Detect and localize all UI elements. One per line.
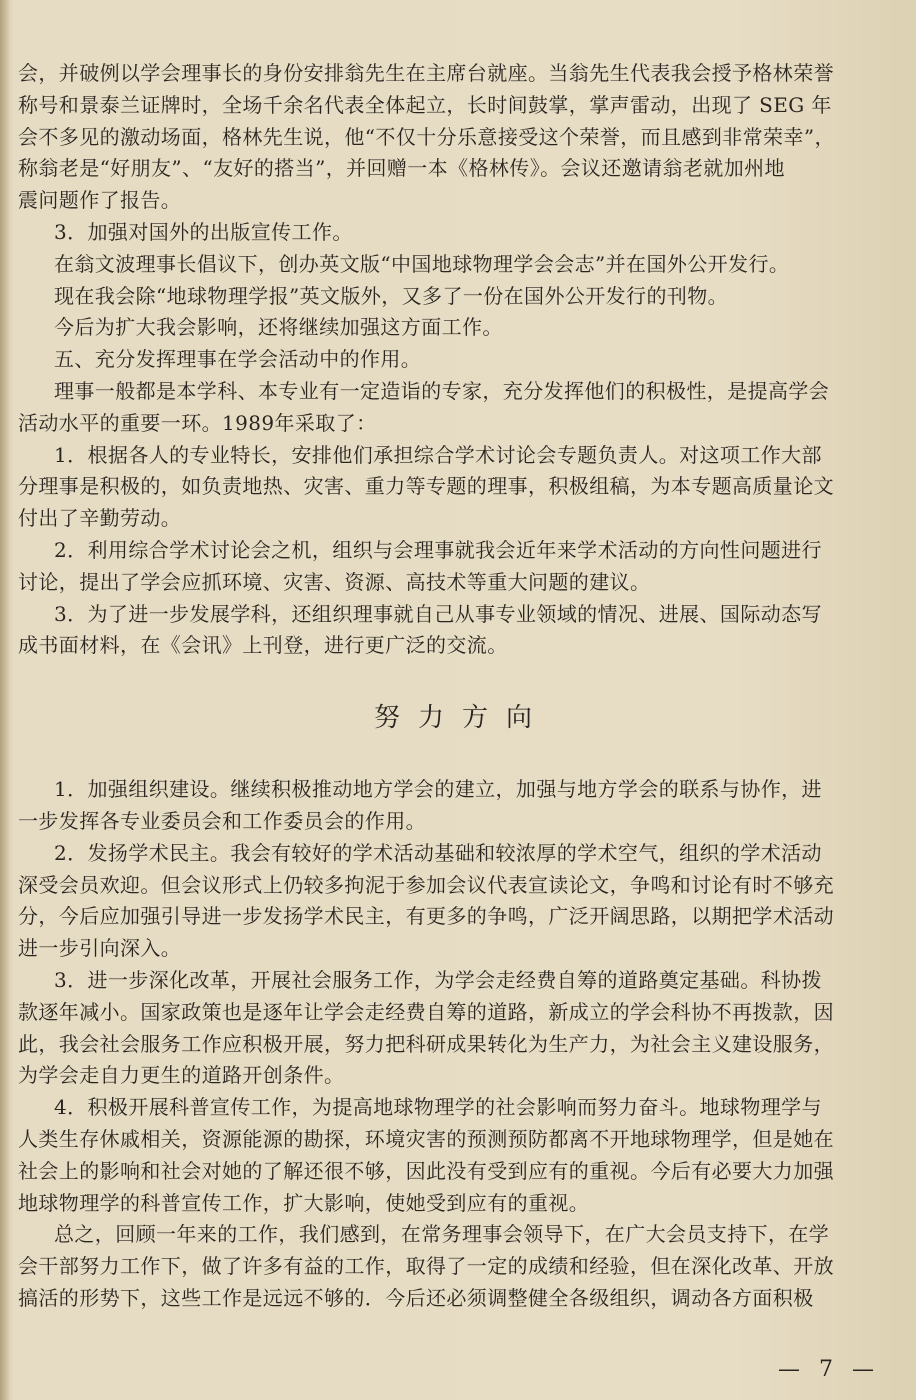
section-heading: 努力方向 [373, 703, 550, 734]
text-line: 此，我会社会服务工作应积极开展，努力把科研成果转化为生产力，为社会主义建设服务， [18, 1031, 834, 1056]
text-line: 进一步引向深入。 [18, 936, 182, 961]
text-line: 深受会员欢迎。但会议形式上仍较多拘泥于参加会议代表宣读论文，争鸣和讨论有时不够充 [18, 872, 834, 897]
body-text [18, 58, 896, 1315]
text-line: 2．发扬学术民主。我会有较好的学术活动基础和较浓厚的学术空气，组织的学术活动 [54, 840, 822, 865]
text-line: 成书面材料，在《会讯》上刊登，进行更广泛的交流。 [18, 633, 508, 658]
text-line: 一步发挥各专业委员会和工作委员会的作用。 [18, 808, 426, 833]
section-directions [18, 774, 896, 1315]
text-line: 搞活的形势下，这些工作是远远不够的．今后还必须调整健全各级组织，调动各方面积极 [18, 1285, 814, 1310]
page-fold-shadow [0, 0, 10, 1400]
text-line: 现在我会除“地球物理学报”英文版外，又多了一份在国外公开发行的刊物。 [54, 283, 729, 308]
text-line: 3．为了进一步发展学科，还组织理事就自己从事专业领域的情况、进展、国际动态写 [54, 601, 822, 626]
text-line: 理事一般都是本学科、本专业有一定造诣的专家，充分发挥他们的积极性，是提高学会 [54, 378, 830, 403]
text-line: 会不多见的激动场面，格林先生说，他“不仅十分乐意接受这个荣誉，而且感到非常荣幸”， [18, 124, 835, 149]
text-line: 在翁文波理事长倡议下，创办英文版“中国地球物理学会会志”并在国外公开发行。 [54, 251, 790, 276]
text-line: 五、充分发挥理事在学会活动中的作用。 [54, 347, 422, 372]
text-line: 会，并破例以学会理事长的身份安排翁先生在主席台就座。当翁先生代表我会授予格林荣誉 [18, 61, 834, 85]
text-line: 分理事是积极的，如负责地热、灾害、重力等专题的理事，积极组稿，为本专题高质量论文 [18, 474, 834, 499]
text-line: 付出了辛勤劳动。 [18, 506, 182, 531]
text-line: 1．根据各人的专业特长，安排他们承担综合学术讨论会专题负责人。对这项工作大部 [54, 442, 822, 467]
text-line: 地球物理学的科普宣传工作，扩大影响，使她受到应有的重视。 [18, 1190, 590, 1215]
section-report [18, 58, 896, 662]
text-line: 总之，回顾一年来的工作，我们感到，在常务理事会领导下，在广大会员支持下，在学 [54, 1222, 830, 1247]
text-line: 讨论，提出了学会应抓环境、灾害、资源、高技术等重大问题的建议。 [18, 569, 651, 594]
text-line: 款逐年减小。国家政策也是逐年让学会走经费自筹的道路，新成立的学会科协不再拨款，因 [18, 999, 834, 1024]
text-line: 分，今后应加强引导进一步发扬学术民主，有更多的争鸣，广泛开阔思路，以期把学术活动 [18, 904, 834, 929]
text-line: 社会上的影响和社会对她的了解还很不够，因此没有受到应有的重视。今后有必要大力加强 [18, 1158, 834, 1183]
text-line: 会干部努力工作下，做了许多有益的工作，取得了一定的成绩和经验，但在深化改革、开放 [18, 1254, 834, 1279]
text-line: 称翁老是“好朋友”、“友好的搭当”，并回赠一本《格林传》。会议还邀请翁老就加州地 [18, 156, 785, 181]
text-line: 为学会走自力更生的道路开创条件。 [18, 1063, 345, 1088]
text-line: 4．积极开展科普宣传工作，为提高地球物理学的社会影响而努力奋斗。地球物理学与 [54, 1095, 822, 1120]
text-line: 2．利用综合学术讨论会之机，组织与会理事就我会近年来学术活动的方向性问题进行 [54, 537, 822, 562]
text-line: 3．加强对国外的出版宣传工作。 [54, 219, 353, 244]
text-line: 3．进一步深化改革，开展社会服务工作，为学会走经费自筹的道路奠定基础。科协拨 [54, 967, 822, 992]
text-line: 称号和景泰兰证牌时，全场千余名代表全体起立，长时间鼓掌，掌声雷动，出现了 SEG 年 [18, 92, 832, 117]
text-line: 1．加强组织建设。继续积极推动地方学会的建立，加强与地方学会的联系与协作，进 [54, 777, 822, 802]
text-line: 活动水平的重要一环。1989年采取了： [18, 410, 377, 435]
page-number: — 7 — [778, 1357, 880, 1382]
text-line: 震问题作了报告。 [18, 188, 182, 213]
text-line: 人类生存休戚相关，资源能源的勘探，环境灾害的预测预防都离不开地球物理学，但是她在 [18, 1126, 834, 1151]
text-line: 今后为扩大我会影响，还将继续加强这方面工作。 [54, 315, 503, 340]
